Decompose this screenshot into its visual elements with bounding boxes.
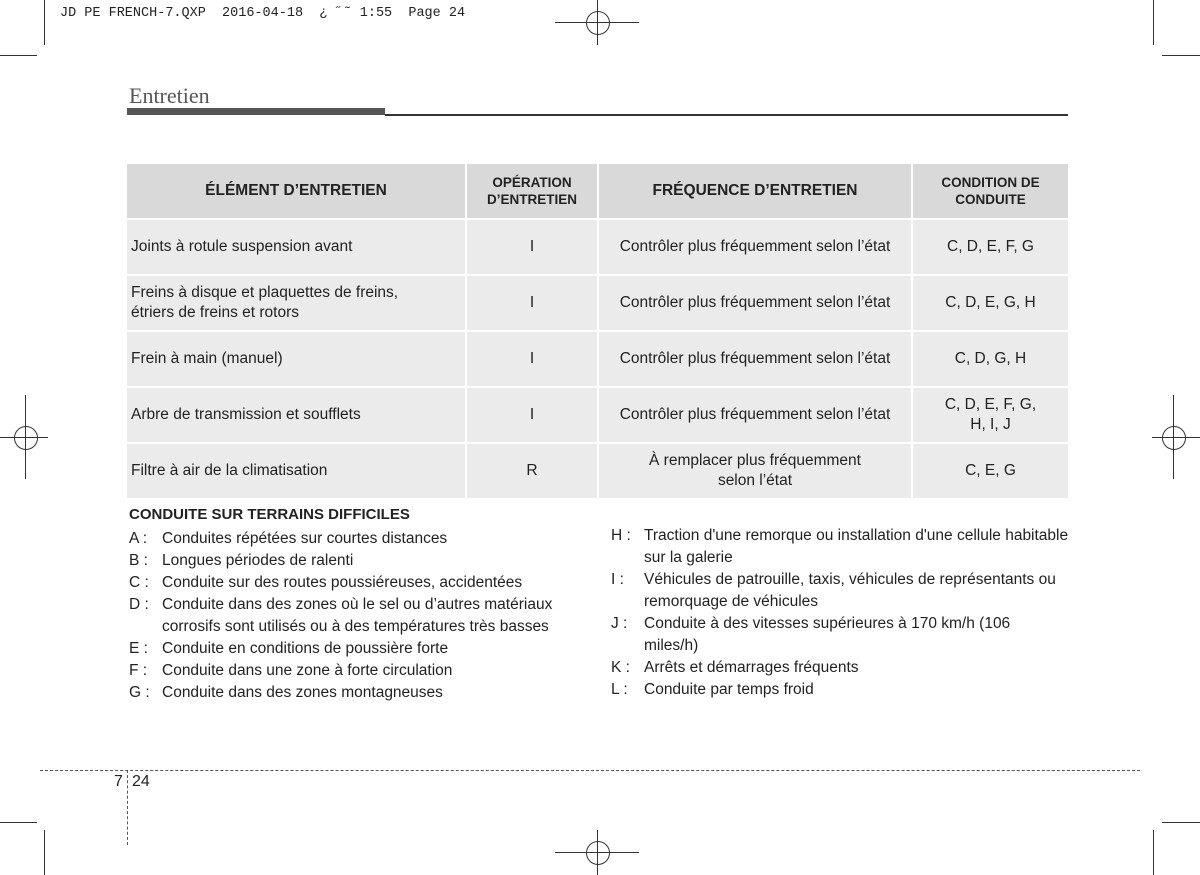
legend-item [129, 638, 589, 660]
cell-element: Joints à rotule suspension avant [127, 220, 465, 274]
cell-frequency: Contrôler plus fréquemment selon l’état [599, 332, 911, 386]
legend-text: Conduite dans une zone à forte circulation [162, 662, 453, 679]
legend-item [611, 613, 1071, 657]
legend-text: Conduites répétées sur courtes distances [162, 530, 448, 547]
cell-operation: I [467, 276, 597, 330]
legend-item [611, 525, 1071, 569]
cell-element: Filtre à air de la climatisation [127, 444, 465, 498]
legend-key: H : [611, 527, 631, 544]
cell-condition: C, E, G [913, 444, 1068, 498]
cell-condition: C, D, G, H [913, 332, 1068, 386]
legend-text: Arrêts et démarrages fréquents [644, 659, 859, 676]
legend-text: Longues périodes de ralenti [162, 552, 354, 569]
table-row [127, 220, 1068, 274]
footer-divider [127, 770, 128, 845]
legend-text: Conduite à des vitesses supérieures à 170 km/h (106 miles/h) [644, 615, 1011, 654]
legend-key: F : [129, 662, 148, 679]
print-slug: JD PE FRENCH-7.QXP 2016-04-18 ¿ ˝˜ 1:55 Page 24 [60, 6, 466, 21]
cell-operation: I [467, 332, 597, 386]
header-condition: CONDITION DE CONDUITE [913, 164, 1068, 218]
crop-mark [0, 55, 37, 56]
cell-condition: C, D, E, F, G, H, I, J [913, 388, 1068, 442]
table-row [127, 276, 1068, 330]
legend-key: I : [611, 571, 624, 588]
chapter-number: 7 [114, 773, 123, 790]
cell-frequency: Contrôler plus fréquemment selon l’état [599, 276, 911, 330]
legend-left [129, 528, 589, 704]
crop-mark [1153, 0, 1154, 45]
legend-key: E : [129, 640, 148, 657]
legend-key: C : [129, 574, 149, 591]
cell-condition: C, D, E, G, H [913, 276, 1068, 330]
legend-key: L : [611, 681, 628, 698]
crop-mark [44, 830, 45, 875]
cell-element: Arbre de transmission et soufflets [127, 388, 465, 442]
legend-item [611, 569, 1071, 613]
legend-text: Véhicules de patrouille, taxis, véhicules de représentants ou remorquage de véhicules [644, 571, 1056, 610]
legend-title: CONDUITE SUR TERRAINS DIFFICILES [129, 506, 410, 523]
page-number: 24 [132, 773, 150, 790]
legend-text: Conduite dans des zones où le sel ou d’autres matériaux corrosifs sont utilisés ou à des températures très basses [162, 596, 553, 635]
legend-key: K : [611, 659, 630, 676]
section-title: Entretien [129, 83, 210, 108]
legend-item [129, 550, 589, 572]
maintenance-table [125, 162, 1070, 500]
legend-right [611, 525, 1071, 701]
header-operation: OPÉRATION D’ENTRETIEN [467, 164, 597, 218]
legend-item [129, 594, 589, 638]
legend-text: Conduite sur des routes poussiéreuses, accidentées [162, 574, 523, 591]
legend-text: Conduite dans des zones montagneuses [162, 684, 443, 701]
crop-mark [1153, 830, 1154, 875]
header-element: ÉLÉMENT D’ENTRETIEN [127, 164, 465, 218]
legend-item [611, 657, 1071, 679]
cell-frequency: Contrôler plus fréquemment selon l’état [599, 220, 911, 274]
legend-key: D : [129, 596, 149, 613]
crop-mark [0, 822, 37, 823]
legend-key: J : [611, 615, 628, 632]
legend-key: G : [129, 684, 150, 701]
legend-item [129, 682, 589, 704]
header-frequency: FRÉQUENCE D’ENTRETIEN [599, 164, 911, 218]
table-header-row [127, 164, 1068, 218]
legend-item [129, 660, 589, 682]
cell-operation: I [467, 220, 597, 274]
cell-condition: C, D, E, F, G [913, 220, 1068, 274]
crop-mark [1162, 55, 1200, 56]
cell-operation: R [467, 444, 597, 498]
table-row [127, 444, 1068, 498]
footer-rule [40, 770, 1140, 771]
title-bar [127, 108, 385, 115]
legend-item [129, 528, 589, 550]
legend-text: Conduite en conditions de poussière forte [162, 640, 449, 657]
cell-operation: I [467, 388, 597, 442]
legend-text: Traction d'une remorque ou installation d'une cellule habitable sur la galerie [644, 527, 1069, 566]
legend-text: Conduite par temps froid [644, 681, 814, 698]
legend-item [611, 679, 1071, 701]
cell-element: Frein à main (manuel) [127, 332, 465, 386]
legend-item [129, 572, 589, 594]
table-row [127, 332, 1068, 386]
crop-mark [44, 0, 45, 45]
crop-mark [1162, 822, 1200, 823]
cell-frequency: À remplacer plus fréquemment selon l’état [599, 444, 911, 498]
cell-element: Freins à disque et plaquettes de freins, étriers de freins et rotors [127, 276, 465, 330]
table-row [127, 388, 1068, 442]
title-rule [385, 114, 1068, 116]
legend-key: A : [129, 530, 148, 547]
cell-frequency: Contrôler plus fréquemment selon l’état [599, 388, 911, 442]
legend-key: B : [129, 552, 148, 569]
